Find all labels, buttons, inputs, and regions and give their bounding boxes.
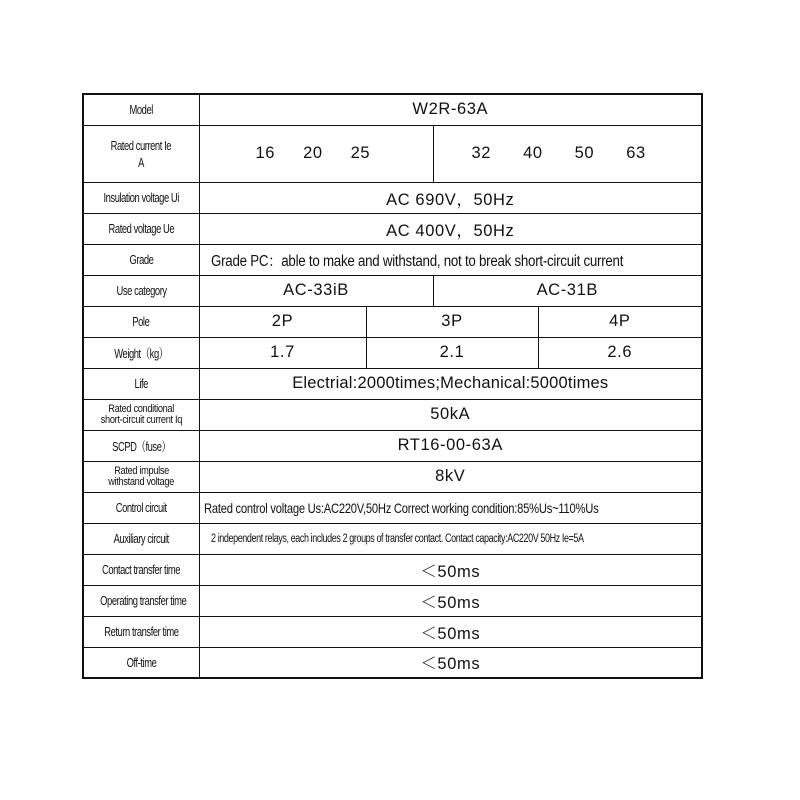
label-life: Life: [91, 368, 191, 399]
row-rated-conditional: [83, 399, 702, 430]
value-model: W2R-63A: [199, 94, 702, 125]
value-off-time: ＜50ms: [199, 647, 702, 678]
label-use-category: Use category: [91, 275, 191, 306]
row-insulation-voltage: [83, 182, 702, 213]
label-auxiliary-circuit: Auxiliary circuit: [91, 523, 191, 554]
value-grade: Grade PC：able to make and withstand, not to break short-circuit current: [199, 244, 702, 275]
label-operating-transfer-time: Operating transfer time: [91, 585, 191, 616]
row-off-time: [83, 647, 702, 678]
row-rated-impulse: [83, 461, 702, 492]
row-rated-voltage: [83, 213, 702, 244]
row-model: [83, 94, 702, 125]
value-contact-transfer-time: ＜50ms: [199, 554, 702, 585]
label-scpd: SCPD（fuse）: [91, 430, 191, 461]
value-life: Electrial:2000times;Mechanical:5000times: [199, 368, 702, 399]
row-control-circuit: [83, 492, 702, 523]
specification-table: [82, 93, 703, 679]
row-scpd: [83, 430, 702, 461]
value-use-category-2: AC-31B: [433, 275, 702, 306]
value-use-category-1: AC-33iB: [199, 275, 433, 306]
row-weight: [83, 337, 702, 368]
value-pole-2: 3P: [366, 306, 538, 337]
row-life: [83, 368, 702, 399]
label-rated-conditional: Rated conditional short-circuit current Iq: [83, 399, 199, 430]
value-return-transfer-time: ＜50ms: [199, 616, 702, 647]
value-pole-1: 2P: [199, 306, 366, 337]
row-grade: [83, 244, 702, 275]
label-off-time: Off-time: [91, 647, 191, 678]
label-grade: Grade: [91, 244, 191, 275]
label-rated-current: Rated current Ie A: [91, 125, 191, 182]
value-scpd: RT16-00-63A: [199, 430, 702, 461]
label-pole: Pole: [91, 306, 191, 337]
value-auxiliary-circuit: 2 independent relays, each includes 2 groups of transfer contact. Contact capacity:AC220V 50Hz Ie=5A: [199, 523, 702, 554]
label-rated-impulse: Rated impulse withstand voltage: [83, 461, 199, 492]
label-contact-transfer-time: Contact transfer time: [91, 554, 191, 585]
value-rated-conditional: 50kA: [199, 399, 702, 430]
label-return-transfer-time: Return transfer time: [91, 616, 191, 647]
row-return-transfer-time: [83, 616, 702, 647]
label-weight: Weight（kg）: [91, 337, 191, 368]
value-rated-current-group2: 32 40 50 63: [433, 125, 702, 182]
row-auxiliary-circuit: [83, 523, 702, 554]
value-insulation-voltage: AC 690V，50Hz: [199, 182, 702, 213]
row-use-category: [83, 275, 702, 306]
value-weight-3: 2.6: [538, 337, 702, 368]
value-weight-1: 1.7: [199, 337, 366, 368]
label-rated-voltage: Rated voltage Ue: [91, 213, 191, 244]
row-contact-transfer-time: [83, 554, 702, 585]
row-rated-current: [83, 125, 702, 182]
value-pole-3: 4P: [538, 306, 702, 337]
value-operating-transfer-time: ＜50ms: [199, 585, 702, 616]
label-insulation-voltage: Insulation voltage Ui: [91, 182, 191, 213]
value-rated-current-group1: 16 20 25: [199, 125, 433, 182]
value-control-circuit: Rated control voltage Us:AC220V,50Hz Correct working condition:85%Us~110%Us: [199, 492, 702, 523]
row-pole: [83, 306, 702, 337]
value-rated-impulse: 8kV: [199, 461, 702, 492]
label-model: Model: [91, 94, 191, 125]
value-rated-voltage: AC 400V，50Hz: [199, 213, 702, 244]
label-control-circuit: Control circuit: [91, 492, 191, 523]
row-operating-transfer-time: [83, 585, 702, 616]
value-weight-2: 2.1: [366, 337, 538, 368]
